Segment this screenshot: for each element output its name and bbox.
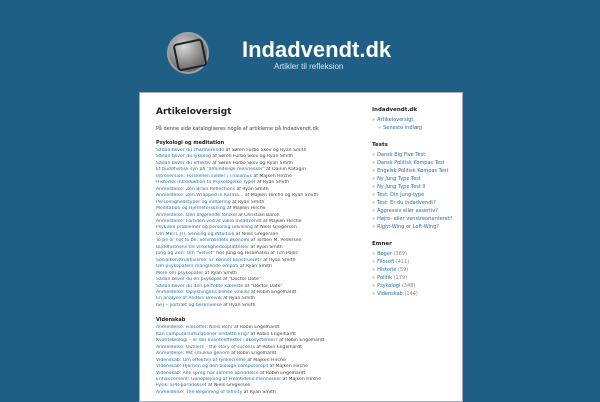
article-author: af Niels Gregersen (254, 225, 297, 231)
article-author: af Niels Gregersen (207, 383, 251, 389)
sidebar-link-label[interactable]: Aggressiv eller assertiv? (377, 208, 438, 214)
article-link[interactable]: Om psykopaters manglende empati (156, 264, 239, 270)
sidebar-link[interactable] (372, 183, 458, 191)
article-author: af Ryan Smith (223, 302, 256, 308)
site-header (0, 0, 600, 92)
main-content (156, 107, 358, 396)
article-author: af Robin Engelhardt (231, 351, 277, 357)
sidebar-link[interactable] (372, 116, 458, 124)
bullet-arrow-icon: » (372, 208, 376, 214)
content-page (139, 92, 463, 402)
article-link[interactable]: Buddhismens tre virkelighedsopfattelser (156, 244, 250, 250)
article-list-science (156, 325, 358, 396)
article-link[interactable]: Anmeldelse: Fortiden ved at være indadvendt (156, 218, 262, 224)
article-link[interactable]: Anmeldelse: Den afgørende forskel (156, 212, 237, 218)
article-author: af Robin Engelhardt (251, 289, 297, 295)
article-author: af Robin Engelhardt (279, 338, 325, 344)
article-author: hos Jung og Hisamatsu af Tim Pallis (216, 251, 298, 257)
sidebar-link[interactable] (372, 159, 458, 167)
article-link[interactable]: Anmeldelse: Filosoffen Niels Bohr (156, 325, 233, 331)
bullet-arrow-icon: » (372, 283, 376, 289)
sidebar-title-topics: Emner (372, 241, 392, 247)
topic-count: (411) (395, 259, 410, 265)
article-link[interactable]: Anmeldelse: Oplysningens blinde vinkler (156, 289, 250, 295)
sidebar-title-tests: Tests (372, 142, 388, 148)
sidebar-link-label[interactable]: Artikeloversigt (377, 117, 414, 123)
article-author: af Christian Baron (238, 212, 280, 218)
article-author: af Dainin Katagiri (266, 167, 306, 173)
sidebar (372, 107, 458, 308)
article-author: af Majken Hirche (282, 376, 322, 382)
article-author: af Ryan Smith (204, 270, 237, 276)
article-link[interactable]: Anmeldelse: Zen Wrapped in Karma… (156, 193, 244, 199)
bullet-arrow-icon: » (372, 216, 376, 222)
page-title: Artikeloversigt (156, 107, 232, 117)
article-link[interactable]: Om MBTI, JTI, Sensing og iNtuitive (156, 231, 235, 237)
sidebar-title-site: Indadvendt.dk (372, 107, 418, 113)
article-link[interactable]: Videnskab: Alle spreg har samme oprindelse (156, 370, 259, 376)
topic-count: (144) (404, 291, 418, 297)
article-author: af Søren Furbo Skov og Ryan Smith (212, 154, 294, 160)
article-author: af Ryan Smith (243, 389, 276, 395)
bullet-arrow-icon: » (372, 160, 376, 166)
article-author: af Torben M. Pedersen (250, 238, 302, 244)
sidebar-link[interactable] (372, 250, 458, 258)
sidebar-link[interactable] (372, 258, 458, 266)
bullet-arrow-icon: » (372, 184, 376, 190)
sidebar-link[interactable] (372, 124, 458, 132)
article-author: af Ryan Smith (257, 180, 290, 186)
article-link[interactable]: Introversion: Forskellen sidder i Thalamus (156, 173, 252, 179)
bullet-arrow-icon: » (372, 251, 376, 257)
bullet-arrow-icon: » (372, 259, 376, 265)
site-logo[interactable] (167, 32, 209, 74)
sidebar-link[interactable] (372, 274, 458, 282)
article-link[interactable]: Sådan bliver du charmerende (156, 148, 225, 153)
article-list-psychology (156, 148, 358, 309)
sidebar-link[interactable] (372, 151, 458, 159)
sidebar-link[interactable] (372, 199, 458, 207)
article-link[interactable]: Sådan bliver du lykkelig (156, 154, 211, 160)
sidebar-link-label[interactable]: Filosofi (377, 259, 395, 265)
category-title-science: Videnskab (156, 317, 186, 324)
article-link[interactable]: Fysik: EPR-paradokset (156, 383, 207, 389)
sidebar-link[interactable] (372, 266, 458, 274)
topic-count: (389) (393, 251, 407, 257)
article-link[interactable]: Jung og Zen: Om "Selvet" (156, 251, 215, 257)
sidebar-link-label[interactable]: Ny Jung Type Test (377, 176, 421, 182)
sidebar-link-label[interactable]: Engelsk Politisk Kompas Test (377, 168, 449, 174)
article-author: af Ryan Smith (239, 264, 273, 270)
topic-count: (348) (401, 283, 416, 289)
sidebar-link[interactable] (372, 223, 458, 231)
bullet-arrow-icon: » (372, 200, 376, 206)
article-link[interactable]: Sådan bliver du en psykopat (156, 277, 222, 283)
article-link[interactable]: Anmeldelse: Outliers – the story of success (156, 344, 256, 350)
sidebar-link[interactable] (372, 191, 458, 199)
sidebar-link-label[interactable]: Right-Wing or Left-Wing? (377, 224, 439, 230)
sidebar-topics-links (372, 250, 458, 298)
article-link[interactable]: Enhancement: Genoplejning af Fremtidens mennesker (156, 376, 282, 382)
article-author: af Majken Hirche (253, 173, 292, 179)
logo-emblem-icon (172, 38, 207, 72)
bullet-arrow-icon: » (372, 152, 376, 158)
category-title-psychology: Psykologi og meditation (156, 140, 225, 146)
sidebar-link[interactable] (372, 175, 458, 183)
article-author: af "Doctor Date" (223, 277, 261, 283)
bullet-arrow-icon: » (372, 291, 376, 297)
bullet-arrow-icon: » (372, 117, 376, 123)
sidebar-link-label[interactable]: Dansk Politisk Kompas Test (377, 160, 445, 166)
sidebar-link-label[interactable]: Test: Din Jung-type (377, 192, 425, 198)
sidebar-link-label[interactable]: Ny Jung Type Test II (377, 184, 426, 190)
article-author: af Søren Furbo Skov og Ryan Smith (225, 148, 307, 153)
article-author: af Ryan Smith (232, 199, 265, 205)
topic-count: (59) (397, 267, 409, 273)
article-link[interactable]: Psykiske problemer og personlig udvikling (156, 225, 253, 231)
bullet-arrow-icon: » (378, 125, 382, 131)
sidebar-link-label[interactable]: Historie (377, 267, 397, 273)
article-link[interactable]: Videnskab: Om effekten af rynkecreme (156, 357, 246, 363)
sidebar-link-label[interactable]: Bøger (377, 251, 392, 257)
sidebar-link-label[interactable]: Videnskab (377, 291, 403, 297)
site-tagline: Artikler til refleksion (274, 62, 344, 71)
site-title[interactable]: Indadvendt.dk (242, 37, 392, 62)
article-author: af Majken Hirche (227, 206, 266, 212)
article-link[interactable]: To be or not to be: Selvmordets økonomi (156, 238, 250, 244)
article-link[interactable]: Sådan bliver du effektiv (156, 160, 211, 166)
sidebar-link[interactable] (372, 282, 458, 290)
article-author: af Robin Engelhardt (260, 370, 306, 376)
article-link[interactable]: Kan computersimulationer erstatte krig? (156, 331, 250, 337)
intro-text: På denne side katalogiseres nogle af artiklerne på Indadvendt.dk (156, 126, 319, 132)
article-link[interactable]: Sådan bliver du den perfekte kæreste (156, 283, 244, 289)
sidebar-site-links (372, 116, 458, 132)
article-author: af Majken Hirche (269, 364, 308, 370)
article-author: af "Doctor Date" (244, 283, 283, 289)
article-link[interactable]: En analyse af Anders Breivik (156, 296, 222, 302)
article-author: af Robin Engelhardt (234, 325, 280, 331)
article-author: af Ryan Smith (223, 296, 256, 302)
article-link[interactable]: Et buddhistisk syn på "almindelige mennesker" (156, 167, 265, 173)
article-author: af Robin Engelhardt (256, 344, 302, 350)
article-link[interactable]: Personlighedstyper og indlæring (156, 199, 231, 205)
sidebar-link[interactable] (372, 207, 458, 215)
article-link[interactable]: Mere om psykopater (156, 270, 204, 276)
sidebar-link-label[interactable]: Test: Er du indadvendt? (377, 200, 436, 206)
article-link[interactable]: Socialkonstruktivisme: Er kønnet konstrueret? (156, 257, 262, 263)
article-link[interactable]: Meditation og Hjerneforskning (156, 206, 226, 212)
sidebar-link[interactable] (372, 215, 458, 223)
bullet-arrow-icon: » (372, 267, 376, 273)
sidebar-link[interactable] (372, 167, 458, 175)
bullet-arrow-icon: » (372, 192, 376, 198)
article-author: af Majken Hirche (247, 357, 286, 363)
article-author: af Ryan Smith (263, 257, 296, 263)
bullet-arrow-icon: » (372, 224, 376, 230)
article-author: af Majken Hirche (263, 218, 302, 224)
article-author: af Søren Furbo Skov og Ryan Smith (212, 160, 294, 166)
article-author: af Majken Hirche og Ryan Smith (244, 193, 319, 199)
topic-count: (179) (393, 275, 408, 281)
sidebar-link-label[interactable]: Politik (377, 275, 392, 281)
article-link[interactable]: Historisk introduktion til Psykologiske Typer (156, 180, 256, 186)
article-link[interactable]: ISFJ – portræt og beskrivelse (156, 302, 222, 308)
article-link[interactable]: Anmeldelse: Mit smukke genom (156, 351, 230, 357)
sidebar-link-label[interactable]: Psykologi (377, 283, 401, 289)
sidebar-link[interactable] (372, 290, 458, 298)
article-author: af Niels Gregersen (235, 231, 279, 237)
article-item (156, 390, 358, 396)
article-author: af Ryan Smith (250, 244, 283, 250)
bullet-arrow-icon: » (372, 176, 376, 182)
sidebar-link-label[interactable]: Højre- eller venstreorienteret? (377, 216, 453, 222)
bullet-arrow-icon: » (372, 168, 376, 174)
article-link[interactable]: Videnskab: Hjernen og den biologe computeropil (156, 364, 269, 370)
article-author: af Ryan Smith (236, 186, 269, 192)
article-link[interactable]: Anmeldelse: The Beginning of Infinity (156, 389, 243, 395)
article-link[interactable]: Kvantebiologi – er der kvanteeffekter i økosystemer? (156, 338, 278, 344)
article-link[interactable]: Anmeldelse: Zen Brain Reflections (156, 186, 235, 192)
sidebar-link-label[interactable]: Dansk Big Five Test (377, 152, 426, 158)
bullet-arrow-icon: » (372, 275, 376, 281)
sidebar-link-label[interactable]: Seneste indlæg (383, 125, 422, 131)
sidebar-tests-links (372, 151, 458, 231)
article-author: af Robin Engelhardt (250, 331, 296, 337)
